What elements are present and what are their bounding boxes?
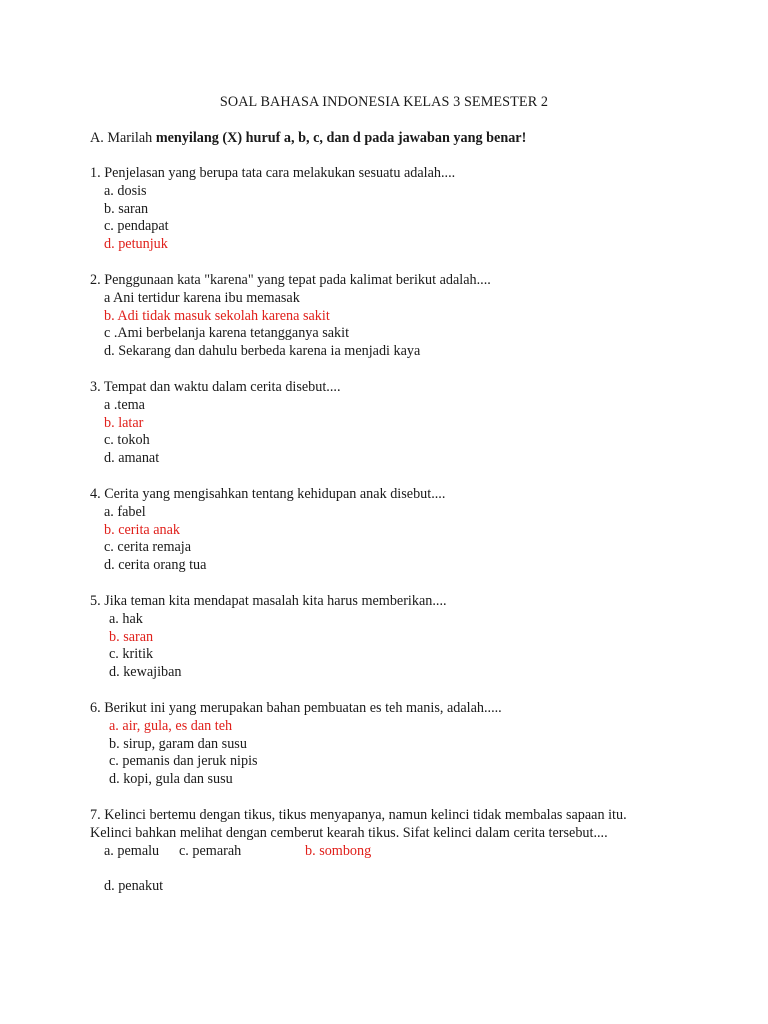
instruction [90, 130, 526, 147]
option-b-answer: b. saran [109, 628, 154, 645]
instruction-bold: menyilang (X) huruf a, b, c, dan d pada jawaban yang benar! [155, 130, 527, 146]
question-7 [90, 807, 627, 860]
question-text: 4. Cerita yang mengisahkan tentang kehidupan anak disebut.... [90, 486, 446, 502]
option-c: c .Ami berbelanja karena tetangganya sakit [104, 325, 350, 342]
option-d: d. kewajiban [109, 664, 182, 681]
question-1 [90, 165, 455, 254]
option-d: d. penakut [104, 878, 164, 894]
option-c: c. pendapat [104, 218, 169, 235]
question-text-line-2: Kelinci bahkan melihat dengan cemberut kearah tikus. Sifat kelinci dalam cerita tersebut.... [90, 824, 608, 841]
option-a-answer: a. air, gula, es dan teh [109, 717, 233, 734]
option-b-answer: b. Adi tidak masuk sekolah karena sakit [104, 307, 330, 324]
question-text: 2. Penggunaan kata "karena" yang tepat pada kalimat berikut adalah.... [90, 272, 491, 288]
option-a: a. dosis [104, 182, 147, 199]
instruction-prefix: A. Marilah [90, 130, 156, 146]
option-a: a. pemalu [104, 842, 160, 859]
option-d-answer: d. petunjuk [104, 236, 168, 253]
option-a: a .tema [104, 396, 145, 413]
option-c: c. pemanis dan jeruk nipis [109, 753, 258, 770]
option-b: b. saran [104, 200, 149, 217]
option-row [90, 843, 627, 861]
option-d: d. kopi, gula dan susu [109, 771, 233, 788]
option-d: d. Sekarang dan dahulu berbeda karena ia menjadi kaya [104, 343, 421, 360]
option-c: c. pemarah [179, 842, 242, 859]
option-b-answer: b. sombong [305, 842, 372, 859]
option-b-answer: b. latar [104, 414, 144, 431]
question-text: 1. Penjelasan yang berupa tata cara melakukan sesuatu adalah.... [90, 165, 456, 181]
question-3 [90, 379, 341, 468]
option-c: c. kritik [109, 646, 154, 663]
option-d: d. amanat [104, 450, 160, 467]
option-d: d. cerita orang tua [104, 557, 207, 574]
question-text-line-1: 7. Kelinci bertemu dengan tikus, tikus menyapanya, namun kelinci tidak membalas sapaan itu. [90, 807, 627, 823]
option-b-answer: b. cerita anak [104, 521, 181, 538]
question-6 [90, 700, 502, 789]
option-b: b. sirup, garam dan susu [109, 735, 247, 752]
question-text: 3. Tempat dan waktu dalam cerita disebut.... [90, 379, 341, 395]
question-4 [90, 486, 445, 575]
question-2 [90, 272, 491, 361]
option-a: a Ani tertidur karena ibu memasak [104, 289, 300, 306]
option-c: c. tokoh [104, 432, 150, 449]
option-a: a. fabel [104, 503, 146, 520]
page-title: SOAL BAHASA INDONESIA KELAS 3 SEMESTER 2 [219, 94, 549, 110]
question-7-option-d [90, 878, 163, 896]
question-text: 5. Jika teman kita mendapat masalah kita harus memberikan.... [90, 593, 447, 609]
question-5 [90, 593, 447, 682]
option-a: a. hak [109, 610, 143, 627]
option-c: c. cerita remaja [104, 539, 192, 556]
question-text: 6. Berikut ini yang merupakan bahan pembuatan es teh manis, adalah..... [90, 700, 502, 716]
